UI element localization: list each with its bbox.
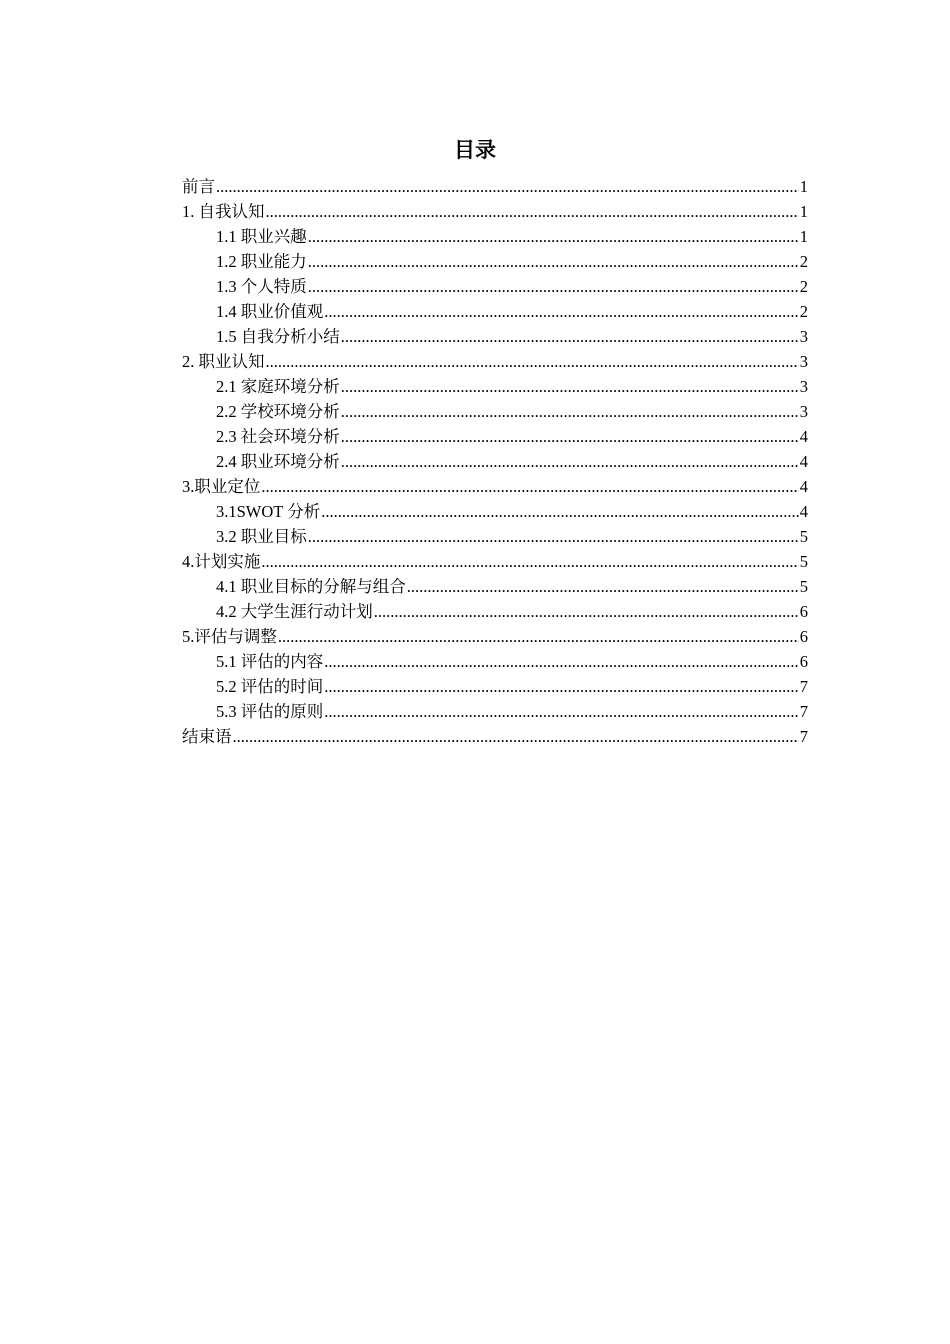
toc-entry-page-number: 5 [799,552,808,571]
toc-entry-label: 3.职业定位 [182,477,261,496]
table-of-contents [182,174,808,749]
toc-entry-label: 1.3 个人特质 [216,277,307,296]
toc-entry-page-number: 7 [799,677,808,696]
toc-entry-page-number: 3 [799,402,808,421]
toc-entry-label: 5.2 评估的时间 [216,677,324,696]
toc-dot-leader [341,324,799,349]
toc-entry-page-number: 3 [799,377,808,396]
toc-entry[interactable] [182,574,808,599]
toc-dot-leader [308,224,799,249]
toc-dot-leader [341,399,799,424]
toc-dot-leader [266,199,799,224]
toc-entry-page-number: 7 [799,727,808,746]
toc-entry-label: 4.1 职业目标的分解与组合 [216,577,406,596]
toc-entry[interactable] [182,724,808,749]
toc-entry-page-number: 5 [799,527,808,546]
toc-entry-page-number: 6 [799,602,808,621]
toc-entry[interactable] [182,649,808,674]
toc-entry[interactable] [182,299,808,324]
toc-dot-leader [233,724,799,749]
toc-dot-leader [308,274,799,299]
toc-entry-label: 1. 自我认知 [182,202,265,221]
toc-dot-leader [407,574,799,599]
toc-entry[interactable] [182,199,808,224]
toc-entry-label: 5.评估与调整 [182,627,277,646]
toc-dot-leader [324,649,799,674]
toc-entry-page-number: 1 [799,177,808,196]
toc-entry-label: 结束语 [182,727,232,746]
toc-entry-page-number: 3 [799,352,808,371]
toc-entry[interactable] [182,624,808,649]
toc-entry[interactable] [182,674,808,699]
toc-entry-page-number: 7 [799,702,808,721]
toc-dot-leader [261,549,798,574]
toc-entry-label: 2.3 社会环境分析 [216,427,340,446]
toc-dot-leader [324,674,799,699]
toc-dot-leader [261,474,798,499]
toc-entry-label: 4.计划实施 [182,552,261,571]
toc-entry-label: 1.2 职业能力 [216,252,307,271]
toc-entry-page-number: 2 [799,277,808,296]
toc-entry-label: 前言 [182,177,215,196]
toc-entry[interactable] [182,424,808,449]
toc-dot-leader [216,174,799,199]
toc-entry-label: 3.2 职业目标 [216,527,307,546]
toc-entry[interactable] [182,374,808,399]
toc-entry-page-number: 3 [799,327,808,346]
toc-entry-label: 5.3 评估的原则 [216,702,324,721]
toc-entry-page-number: 4 [799,477,808,496]
toc-entry-page-number: 1 [799,202,808,221]
toc-entry[interactable] [182,699,808,724]
toc-dot-leader [341,374,799,399]
toc-entry[interactable] [182,349,808,374]
toc-entry[interactable] [182,174,808,199]
toc-entry-label: 2. 职业认知 [182,352,265,371]
toc-dot-leader [266,349,799,374]
toc-dot-leader [321,499,799,524]
toc-dot-leader [341,424,799,449]
toc-entry[interactable] [182,399,808,424]
toc-entry[interactable] [182,524,808,549]
toc-entry-page-number: 4 [799,452,808,471]
toc-dot-leader [308,249,799,274]
toc-dot-leader [278,624,799,649]
toc-entry-label: 1.4 职业价值观 [216,302,324,321]
toc-entry[interactable] [182,224,808,249]
toc-dot-leader [374,599,799,624]
toc-entry[interactable] [182,499,808,524]
toc-entry[interactable] [182,324,808,349]
toc-entry[interactable] [182,599,808,624]
toc-entry-label: 4.2 大学生涯行动计划 [216,602,373,621]
toc-entry-label: 3.1SWOT 分析 [216,502,321,521]
toc-entry[interactable] [182,474,808,499]
toc-entry-page-number: 2 [799,252,808,271]
toc-entry[interactable] [182,549,808,574]
toc-entry-page-number: 6 [799,652,808,671]
toc-dot-leader [324,299,799,324]
toc-entry-label: 2.2 学校环境分析 [216,402,340,421]
toc-entry-page-number: 4 [799,427,808,446]
toc-dot-leader [308,524,799,549]
toc-entry[interactable] [182,249,808,274]
toc-title: 目录 [454,138,496,162]
toc-dot-leader [341,449,799,474]
toc-entry-page-number: 6 [799,627,808,646]
toc-entry-page-number: 5 [799,577,808,596]
toc-entry-label: 1.5 自我分析小结 [216,327,340,346]
toc-dot-leader [324,699,799,724]
toc-entry[interactable] [182,449,808,474]
toc-entry-label: 5.1 评估的内容 [216,652,324,671]
toc-entry-page-number: 2 [799,302,808,321]
toc-entry-page-number: 4 [799,502,808,521]
toc-entry-label: 2.4 职业环境分析 [216,452,340,471]
toc-entry-label: 1.1 职业兴趣 [216,227,307,246]
toc-entry[interactable] [182,274,808,299]
toc-entry-page-number: 1 [799,227,808,246]
toc-entry-label: 2.1 家庭环境分析 [216,377,340,396]
